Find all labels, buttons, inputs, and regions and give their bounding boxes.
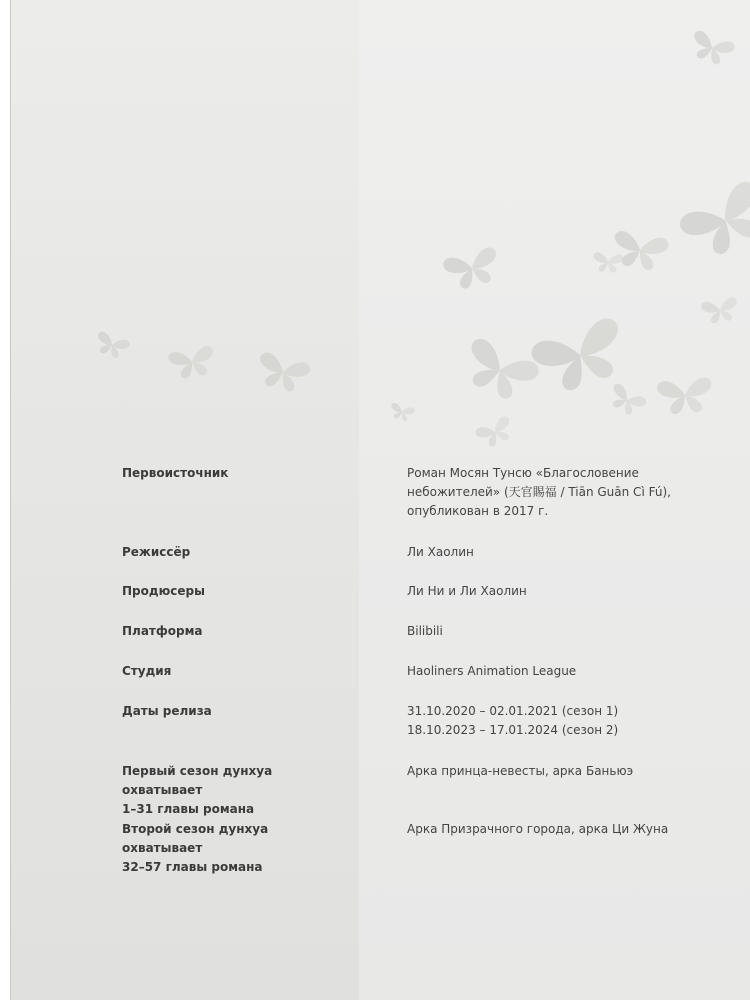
label-platform: Платформа — [122, 624, 203, 638]
value-producers: Ли Ни и Ли Хаолин — [407, 584, 527, 598]
value-source: Роман Мосян Тунсю «Благословение небожителей» (天官賜福 / Tiān Guān Cì Fú), опубликован в 2017 г. — [407, 466, 671, 518]
label-release-dates: Даты релиза — [122, 704, 212, 718]
value-season-one: Арка принца-невесты, арка Баньюэ — [407, 764, 634, 778]
value-studio: Haoliners Animation League — [407, 664, 577, 678]
value-director: Ли Хаолин — [407, 545, 474, 559]
label-producers: Продюсеры — [122, 584, 205, 598]
value-release-dates: 31.10.2020 – 02.01.2021 (сезон 1) 18.10.2023 – 17.01.2024 (сезон 2) — [407, 704, 619, 737]
value-platform: Bilibili — [407, 624, 443, 638]
value-season-two: Арка Призрачного города, арка Ци Жуна — [407, 822, 669, 836]
label-studio: Студия — [122, 664, 172, 678]
label-season-one: Первый сезон дунхуа охватывает 1–31 главы романа — [122, 764, 273, 816]
label-director: Режиссёр — [122, 545, 191, 559]
label-source: Первоисточник — [122, 466, 229, 480]
label-season-two: Второй сезон дунхуа охватывает 32–57 главы романа — [122, 822, 269, 874]
